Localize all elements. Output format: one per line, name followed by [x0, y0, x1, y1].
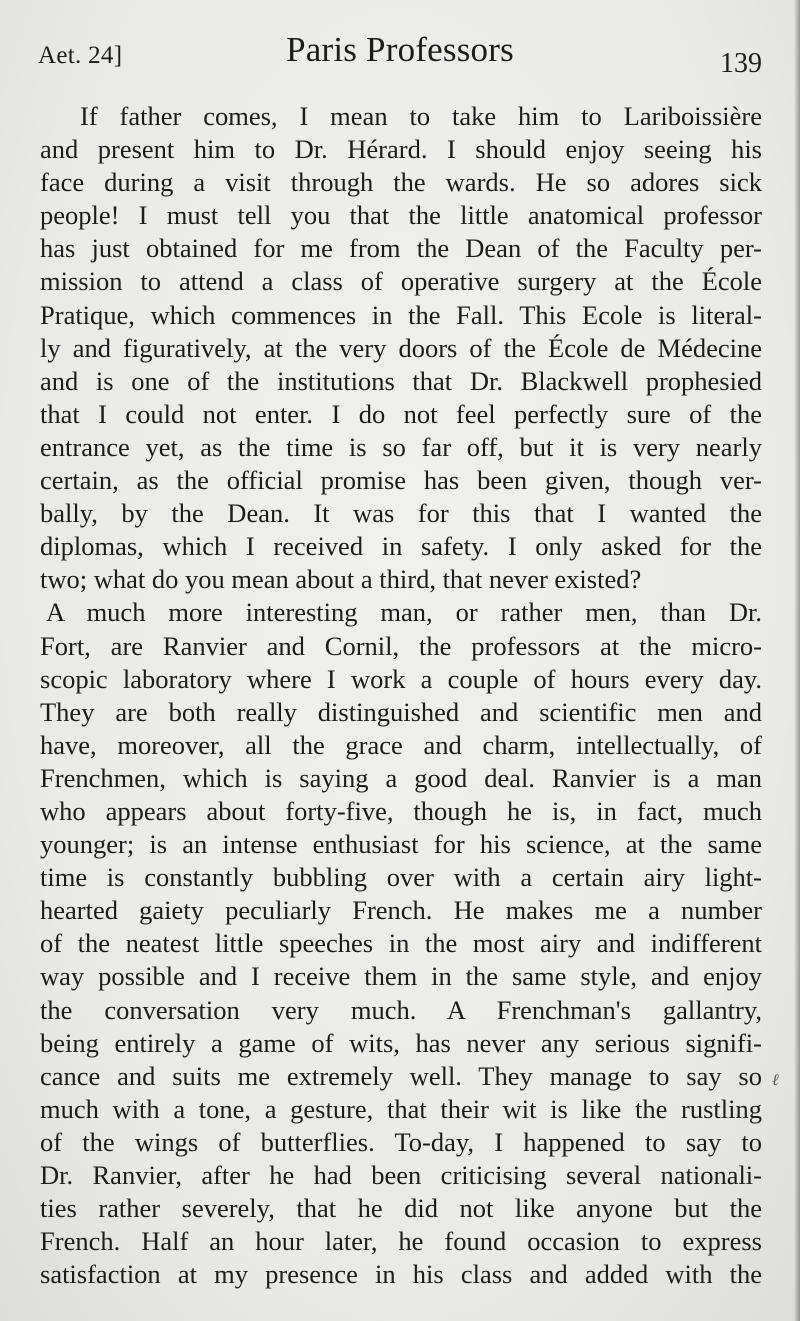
text-line: who appears about forty-five, though he is, in fact, much	[40, 795, 762, 826]
text-line: time is constantly bubbling over with a certain airy light-	[40, 862, 762, 893]
text-line: Fort, are Ranvier and Cornil, the professors at the micro-	[40, 630, 762, 661]
text-line: younger; is an intense enthusiast for his science, at the same	[40, 829, 762, 860]
text-line: mission to attend a class of operative surgery at the École	[40, 266, 762, 297]
page-edge-shadow	[794, 0, 800, 1321]
running-head-age: Aet. 24]	[38, 42, 123, 69]
margin-pencil-mark: ℓ	[772, 1072, 779, 1089]
text-line: diplomas, which I received in safety. I only asked for the	[40, 531, 762, 562]
text-line: entrance yet, as the time is so far off, but it is very nearly	[40, 431, 762, 462]
text-line: If father comes, I mean to take him to Lariboissière	[80, 101, 762, 131]
text-line: Frenchmen, which is saying a good deal. Ranvier is a man	[40, 762, 762, 793]
text-line: have, moreover, all the grace and charm, intellectually, of	[40, 729, 762, 760]
running-head-title: Paris Professors	[286, 30, 514, 69]
text-line: has just obtained for me from the Dean of the Faculty per-	[40, 233, 762, 264]
body-text	[40, 100, 762, 1291]
page-number: 139	[720, 48, 762, 79]
text-line: the conversation very much. A Frenchman's gallantry,	[40, 994, 762, 1025]
text-line: satisfaction at my presence in his class and added with the	[40, 1259, 762, 1290]
text-line: and is one of the institutions that Dr. Blackwell prophesied	[40, 365, 762, 396]
text-line: much with a tone, a gesture, that their wit is like the rustling	[40, 1093, 762, 1124]
text-line: and present him to Dr. Hérard. I should enjoy seeing his	[40, 134, 762, 165]
text-line: that I could not enter. I do not feel perfectly sure of the	[40, 398, 762, 429]
text-line: scopic laboratory where I work a couple of hours every day.	[40, 663, 762, 694]
text-line: face during a visit through the wards. He so adores sick	[40, 167, 762, 198]
text-line: French. Half an hour later, he found occasion to express	[40, 1226, 762, 1257]
text-line: Pratique, which commences in the Fall. This Ecole is literal-	[40, 299, 762, 330]
text-line: being entirely a game of wits, has never any serious signifi-	[40, 1027, 762, 1058]
text-line: ly and figuratively, at the very doors of the École de Médecine	[40, 332, 762, 363]
page-header	[38, 30, 762, 90]
text-line: A much more interesting man, or rather men, than Dr.	[46, 597, 762, 628]
text-line: cance and suits me extremely well. They manage to say so	[40, 1060, 762, 1091]
text-line: hearted gaiety peculiarly French. He makes me a number	[40, 895, 762, 926]
text-line: ties rather severely, that he did not like anyone but the	[40, 1193, 762, 1224]
text-line: bally, by the Dean. It was for this that I wanted the	[40, 498, 762, 529]
text-line: two; what do you mean about a third, that never existed?	[40, 564, 642, 595]
text-line: of the wings of butterflies. To-day, I happened to say to	[40, 1126, 762, 1157]
text-line: way possible and I receive them in the same style, and enjoy	[40, 961, 762, 992]
text-line: certain, as the official promise has been given, though ver-	[40, 465, 762, 496]
text-line: They are both really distinguished and scientific men and	[40, 696, 762, 727]
text-line: Dr. Ranvier, after he had been criticising several nationali-	[40, 1160, 762, 1190]
text-line: of the neatest little speeches in the most airy and indifferent	[40, 928, 762, 959]
text-line: people! I must tell you that the little anatomical professor	[40, 200, 762, 231]
